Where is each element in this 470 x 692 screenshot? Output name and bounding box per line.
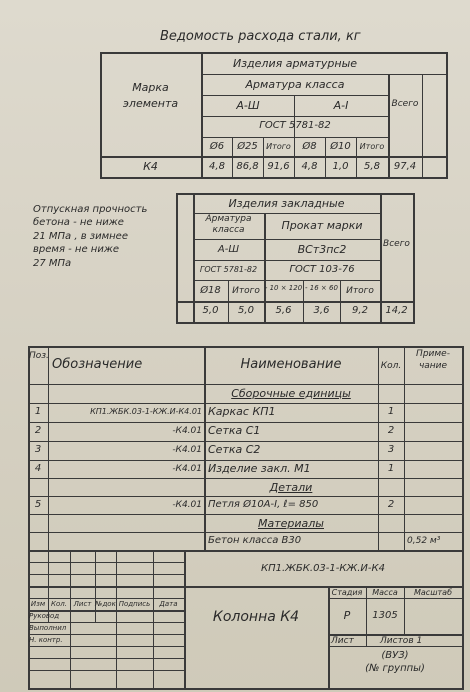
row-designation: -К4.01: [172, 445, 202, 455]
grid-line: [28, 460, 464, 461]
grid-line: [28, 574, 184, 575]
section-details: Детали: [269, 481, 313, 494]
emb-h-gost1: ГОСТ 5781-82: [199, 265, 258, 274]
h-a3: А-Ш: [236, 99, 260, 112]
sub-d10: Ø10: [330, 141, 351, 152]
spec-h-pos: Поз.: [29, 351, 49, 361]
grid-line: [28, 532, 464, 533]
grid-line: [202, 116, 388, 117]
stamp-sheets-label: Листов 1: [380, 636, 423, 646]
row-name: Бетон класса В30: [208, 535, 302, 546]
mark-value: К4: [143, 160, 158, 173]
emb-h-rebar-class2: класса: [212, 225, 245, 235]
row-pos: 2: [34, 425, 42, 436]
value-cell: 5,8: [364, 161, 380, 172]
grid-line: [28, 403, 464, 404]
grid-line: [201, 52, 203, 179]
grid-line: [328, 646, 464, 647]
grid-line: [193, 239, 380, 240]
grid-line: [193, 280, 380, 281]
value-cell: 91,6: [267, 161, 290, 172]
grid-line: [28, 562, 184, 563]
value-cell: 9,2: [352, 305, 368, 316]
sub-d25: Ø25: [237, 141, 258, 152]
grid-line: [28, 346, 464, 348]
emb-sub-total1: Итого: [232, 286, 260, 296]
grid-line: [422, 74, 423, 178]
grid-line: [116, 550, 117, 688]
grid-line: [28, 646, 184, 647]
row-name: Сетка С2: [208, 443, 261, 456]
stamp-title: Колонна К4: [212, 609, 300, 625]
value-cell: 4,8: [209, 161, 225, 172]
spec-h-note2: чание: [418, 361, 448, 371]
emb-h-title: Изделия закладные: [228, 197, 345, 210]
grid-line: [328, 598, 464, 599]
stamp-label: Изм: [30, 600, 46, 608]
grid-line: [176, 301, 414, 303]
grid-line: [100, 52, 448, 54]
grid-line: [446, 52, 448, 179]
row-qty: 3: [387, 444, 395, 455]
h-total: Всего: [391, 99, 419, 109]
stamp-stage: Р: [343, 609, 351, 622]
stamp-org-line2: (№ группы): [365, 663, 425, 674]
row-pos: 3: [34, 444, 42, 455]
emb-h-rebar-class1: Арматура: [205, 214, 252, 224]
h-rebar-class: Арматура класса: [245, 78, 345, 91]
note-line: бетона - не ниже: [33, 217, 124, 228]
grid-line: [70, 550, 71, 688]
value-cell: 97,4: [393, 161, 417, 172]
emb-sub-plate2: - 16 × 60: [305, 284, 338, 292]
stamp-role: Выполнил: [29, 624, 67, 632]
stamp-sheet-label: Лист: [331, 636, 354, 646]
grid-line: [100, 177, 448, 179]
row-designation: -К4.01: [172, 464, 202, 474]
row-name: Изделие закл. М1: [208, 462, 311, 475]
value-cell: 1,0: [332, 161, 349, 172]
stamp-label: Дата: [159, 600, 178, 608]
row-designation: КП1.ЖБК.03-1-КЖ.И-К4.01: [90, 407, 202, 416]
grid-line: [193, 260, 380, 261]
stamp-label: Подпись: [118, 600, 151, 608]
grid-line: [28, 422, 464, 423]
value-cell: 5,0: [202, 305, 219, 316]
sub-total1: Итого: [266, 142, 291, 151]
spec-h-designation: Обозначение: [52, 357, 143, 372]
col-mark-line1: Марка: [132, 81, 169, 94]
stamp-role: Н. контр.: [29, 636, 63, 644]
stamp-h-scale: Масштаб: [413, 588, 453, 597]
grid-line: [202, 137, 388, 138]
row-designation: -К4.01: [172, 426, 202, 436]
grid-line: [380, 193, 382, 324]
stamp-mass: 1305: [372, 610, 398, 621]
grid-line: [28, 586, 464, 588]
grid-line: [462, 346, 464, 690]
grid-line: [48, 346, 49, 550]
grid-line: [202, 95, 388, 96]
emb-h-a3: А-Ш: [217, 244, 240, 255]
value-cell: 5,0: [238, 305, 254, 316]
value-cell: 5,6: [275, 305, 292, 316]
spec-h-name: Наименование: [240, 357, 342, 372]
grid-line: [100, 156, 448, 158]
stamp-h-mass: Масса: [372, 588, 398, 597]
grid-line: [28, 550, 464, 552]
stamp-h-stage: Стадия: [331, 588, 363, 597]
grid-line: [28, 384, 464, 385]
stamp-label: №док: [95, 600, 116, 608]
row-pos: 5: [34, 499, 42, 510]
row-qty: 2: [387, 425, 395, 436]
grid-line: [28, 658, 184, 659]
row-note: 0,52 м³: [407, 536, 441, 546]
note-line: время - не ниже: [33, 244, 119, 255]
sub-total2: Итого: [359, 142, 385, 151]
grid-line: [404, 346, 405, 550]
grid-line: [28, 441, 464, 442]
grid-line: [202, 74, 448, 75]
sub-d8: Ø8: [302, 141, 317, 152]
h-a1: А-I: [333, 99, 349, 112]
row-name: Каркас КП1: [208, 405, 276, 418]
h-gost: ГОСТ 5781-82: [259, 120, 331, 131]
grid-line: [193, 193, 195, 324]
grid-line: [28, 634, 184, 635]
stamp-doc-code: КП1.ЖБК.03-1-КЖ.И-К4: [261, 563, 385, 574]
value-cell: 14,2: [385, 305, 408, 316]
spec-h-note1: Приме-: [416, 349, 450, 359]
value-cell: 4,8: [301, 161, 318, 172]
grid-line: [176, 193, 178, 324]
note-line: Отпускная прочность: [33, 204, 148, 215]
grid-line: [28, 670, 184, 671]
grid-line: [28, 598, 184, 599]
grid-line: [153, 550, 154, 688]
grid-line: [28, 478, 464, 479]
row-qty: 2: [387, 499, 395, 510]
grid-line: [328, 586, 330, 690]
steel-statement-title: Ведомость расхода стали, кг: [160, 29, 361, 44]
row-name: Петля Ø10А-I, ℓ= 850: [208, 499, 319, 510]
value-cell: 3,6: [313, 305, 330, 316]
emb-sub-total2: Итого: [346, 286, 374, 296]
row-qty: 1: [387, 463, 395, 474]
section-assembly: Сборочные единицы: [231, 387, 351, 400]
emb-h-steel: ВСт3пс2: [297, 243, 347, 256]
row-pos: 4: [34, 463, 42, 474]
emb-h-rolled: Прокат марки: [281, 219, 363, 232]
stamp-org-line1: (ВУЗ): [381, 650, 409, 661]
grid-line: [413, 193, 415, 324]
grid-line: [100, 52, 102, 179]
emb-h-gost2: ГОСТ 103-76: [289, 264, 355, 275]
sub-d6: Ø6: [209, 141, 225, 152]
emb-sub-plate1: - 10 × 120: [264, 284, 303, 292]
row-designation: -К4.01: [172, 500, 202, 510]
section-materials: Материалы: [258, 517, 324, 530]
col-mark-line2: элемента: [122, 97, 179, 110]
grid-line: [95, 550, 96, 622]
note-line: 21 МПа , в зимнее: [33, 231, 128, 242]
h-rebar-items: Изделия арматурные: [232, 57, 358, 70]
grid-line: [28, 622, 184, 623]
row-pos: 1: [34, 406, 42, 417]
value-cell: 86,8: [236, 161, 259, 172]
grid-line: [28, 514, 464, 515]
grid-line: [28, 688, 464, 690]
stamp-role: Руковод: [29, 612, 60, 620]
emb-h-total: Всего: [383, 239, 410, 249]
spec-h-qty: Кол.: [380, 361, 402, 371]
note-line: 27 МПа: [33, 258, 72, 269]
row-name: Сетка С1: [208, 424, 261, 437]
row-qty: 1: [387, 406, 395, 417]
grid-line: [28, 496, 464, 497]
emb-sub-d18: Ø18: [200, 285, 221, 296]
stamp-label: Кол.: [51, 600, 67, 608]
grid-line: [176, 322, 414, 324]
grid-line: [176, 193, 414, 195]
stamp-label: Лист: [73, 600, 92, 608]
